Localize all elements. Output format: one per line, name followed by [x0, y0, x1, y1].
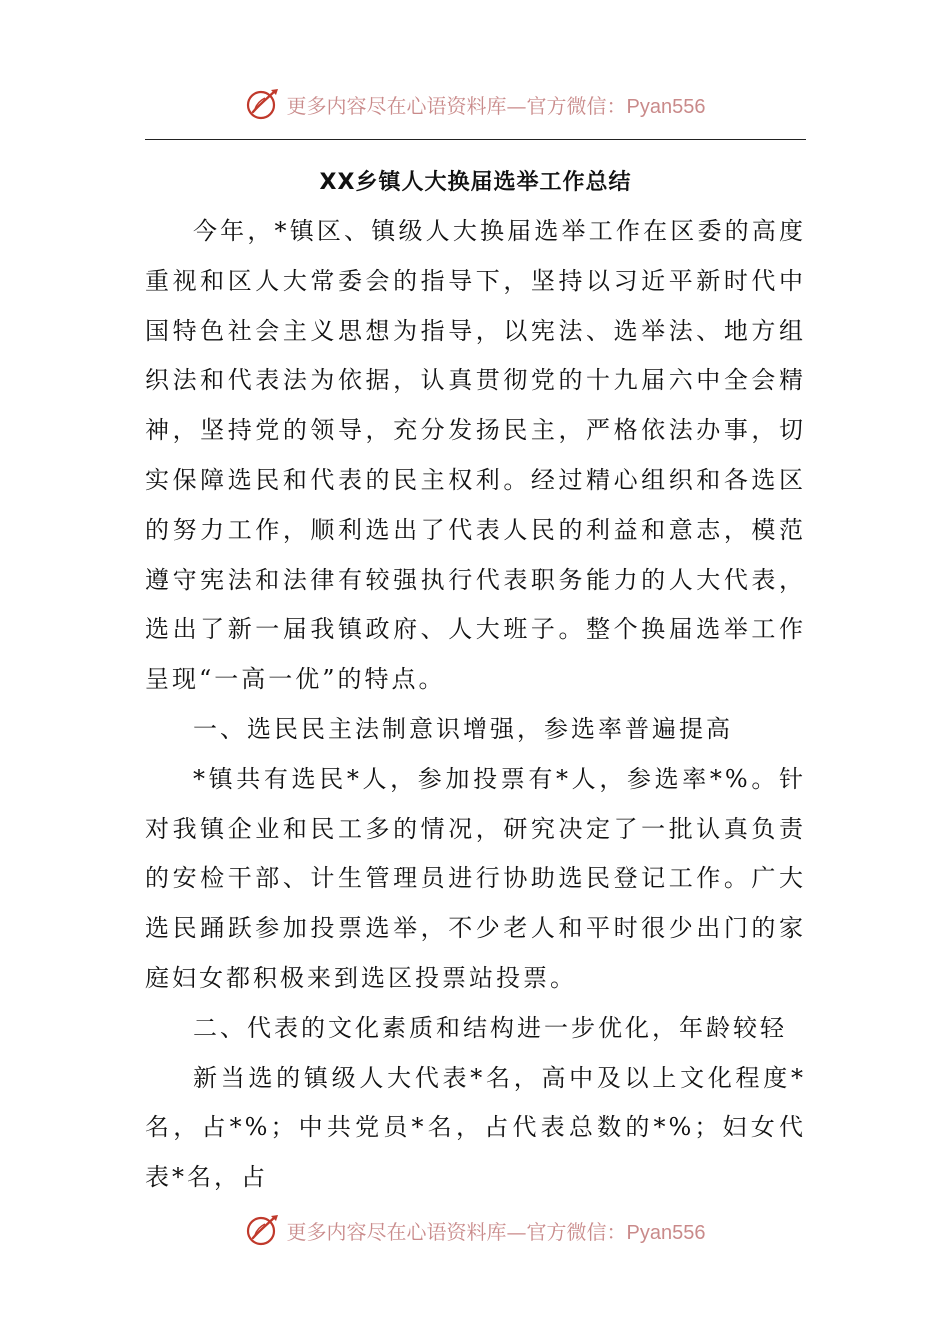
document-body	[145, 207, 806, 1203]
document-title: XX乡镇人大换届选举工作总结	[319, 170, 632, 195]
watermark-text: 更多内容尽在心语资料库—官方微信：Pyan556	[286, 93, 706, 118]
watermark-handle: Pyan556	[626, 95, 706, 118]
header-divider	[145, 139, 806, 140]
footer-watermark	[0, 1210, 950, 1250]
section-heading-1: 一、选民民主法制意识增强，参选率普遍提高	[193, 714, 733, 743]
section-2-paragraph: 新当选的镇级人大代表*名，高中及以上文化程度*名，占*%；中共党员*名，占代表总数的*%；妇女代表*名，占	[145, 1063, 806, 1192]
pen-logo-icon	[245, 86, 281, 122]
intro-paragraph: 今年，*镇区、镇级人大换届选举工作在区委的高度重视和区人大常委会的指导下，坚持以习近平新时代中国特色社会主义思想为指导，以宪法、选举法、地方组织法和代表法为依据，认真贯彻党的十九届六中全会精神，坚持党的领导，充分发扬民主，严格依法办事，切实保障选民和代表的民主权利。经过精心组织和各选区的努力工作，顺利选出了代表人民的利益和意志，模范遵守宪法和法律有较强执行代表职务能力的人大代表，选出了新一届我镇政府、人大班子。整个换届选举工作呈现“一高一优”的特点。	[145, 217, 806, 694]
watermark-text: 更多内容尽在心语资料库—官方微信：Pyan556	[286, 1219, 706, 1244]
pen-logo-icon	[245, 1212, 281, 1248]
watermark-handle: Pyan556	[626, 1221, 706, 1244]
header-watermark	[0, 84, 950, 124]
section-heading-2: 二、代表的文化素质和结构进一步优化，年龄较轻	[193, 1013, 787, 1042]
section-1-paragraph: *镇共有选民*人，参加投票有*人，参选率*%。针对我镇企业和民工多的情况，研究决定了一批认真负责的安检干部、计生管理员进行协助选民登记工作。广大选民踊跃参加投票选举，不少老人和平时很少出门的家庭妇女都积极来到选区投票站投票。	[145, 764, 806, 992]
